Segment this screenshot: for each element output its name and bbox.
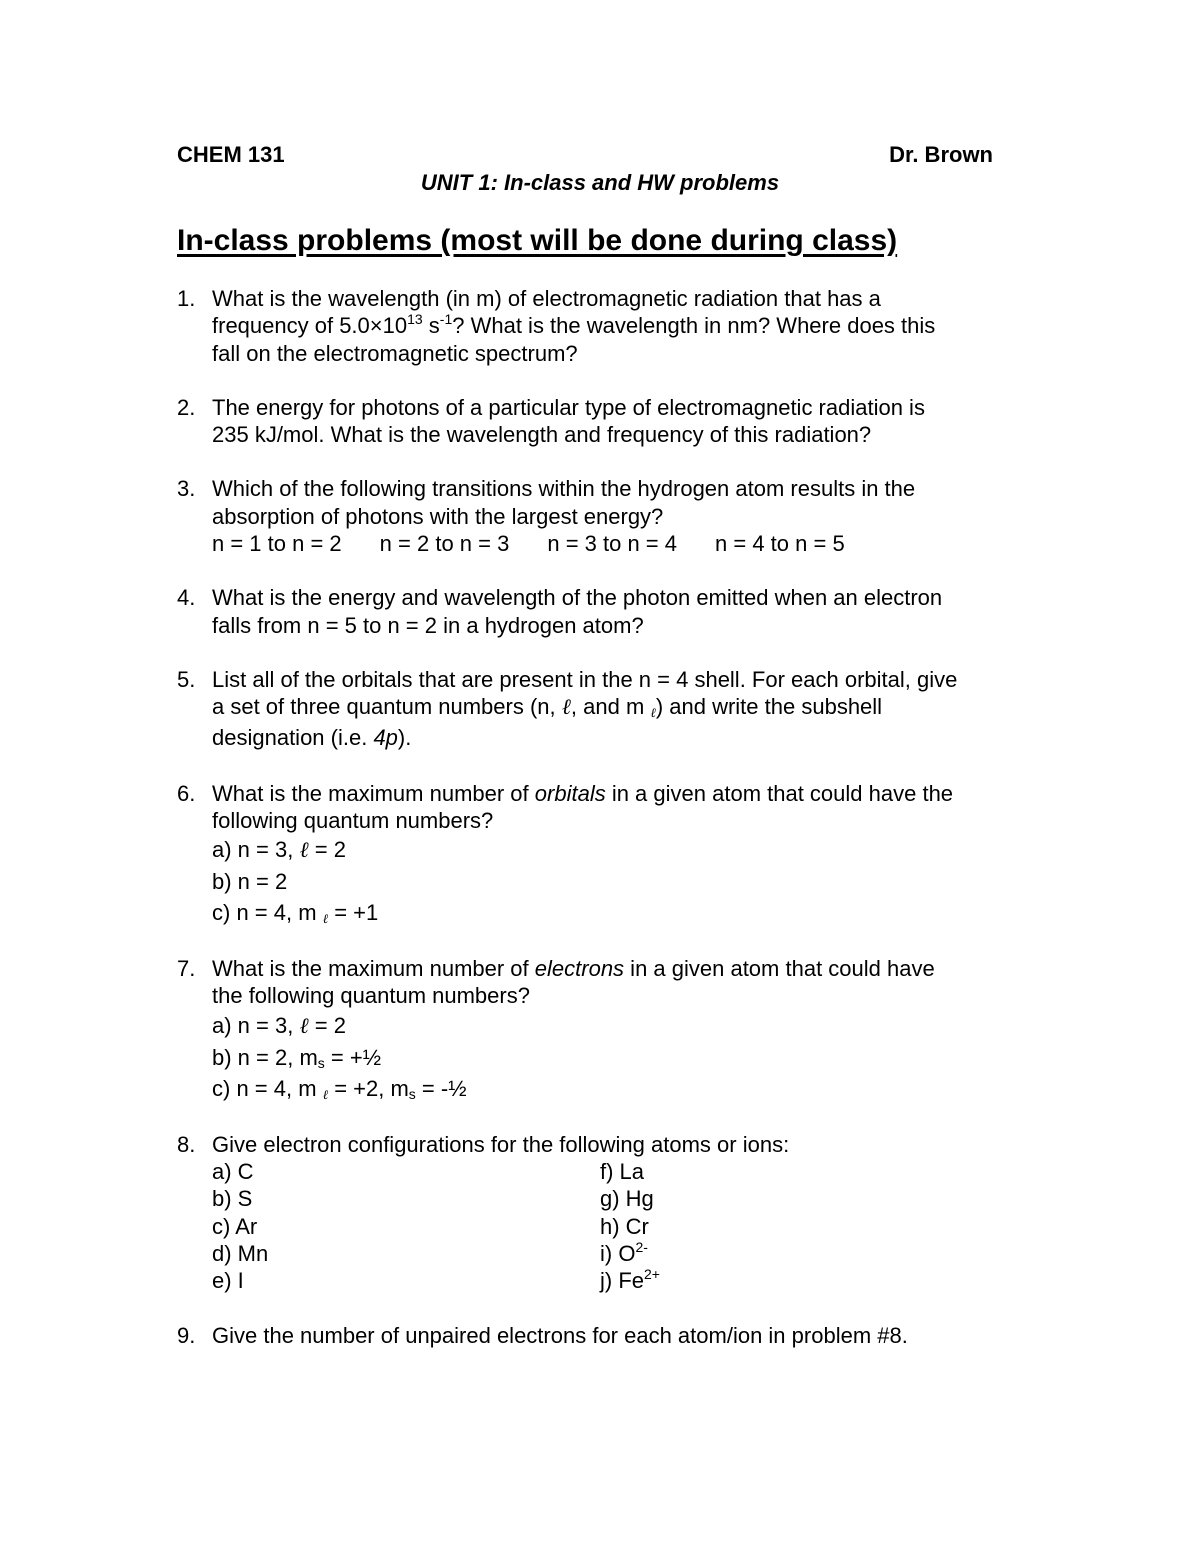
text-segment: = +1 (328, 900, 379, 926)
sub-question-c (212, 1073, 1037, 1104)
text-segment: ). (397, 724, 412, 750)
problem-text-line: fall on the electromagnetic spectrum? (212, 340, 578, 366)
text-segment: s (422, 313, 440, 339)
text-segment: j) Fe (600, 1268, 644, 1294)
exponent: 13 (407, 311, 423, 328)
species-item: f) La (600, 1159, 645, 1185)
text-segment: = -½ (415, 1075, 467, 1101)
problem-text-line: The energy for photons of a particular type of electromagnetic radiation is (212, 394, 925, 420)
italic-text: orbitals (534, 780, 606, 806)
ell-symbol: ℓ (299, 838, 309, 864)
text-segment: frequency of 5.0×10 (212, 313, 408, 339)
problem-text-line: What is the wavelength (in m) of electromagnetic radiation that has a (212, 286, 881, 311)
species-item: d) Mn (212, 1240, 269, 1266)
document-subtitle: UNIT 1: In-class and HW problems (420, 170, 780, 195)
sub-question-a (212, 834, 1037, 866)
problem-text-line: following quantum numbers? (212, 807, 494, 833)
choice-item: n = 2 to n = 3 (379, 531, 510, 557)
ell-symbol: ℓ (561, 695, 571, 721)
transition-choices (212, 530, 1037, 557)
spin-subscript: s (408, 1085, 416, 1102)
text-segment: b) n = 2, m (212, 1044, 318, 1070)
text-segment: = +2, m (328, 1075, 409, 1101)
choice-item: n = 3 to n = 4 (547, 531, 678, 557)
sub-question-a (212, 1010, 1037, 1042)
italic-text: electrons (534, 956, 625, 982)
italic-text: 4p (373, 724, 398, 750)
ell-subscript: ℓ (322, 1087, 329, 1103)
text-segment: a) n = 3, (212, 837, 300, 863)
problem-number: 9. (177, 1322, 196, 1348)
species-item: b) S (212, 1186, 253, 1212)
species-item: c) Ar (212, 1213, 258, 1239)
text-segment: What is the maximum number of (212, 956, 535, 982)
problem-7 (177, 955, 1037, 1104)
ell-subscript: ℓ (322, 912, 329, 928)
species-item: e) I (212, 1268, 244, 1294)
problem-3 (177, 475, 1037, 557)
problem-6 (177, 780, 1037, 929)
problem-9 (177, 1322, 1037, 1349)
problem-text-line: Give electron configurations for the following atoms or ions: (212, 1131, 790, 1157)
text-segment: i) O (600, 1240, 636, 1266)
text-segment: designation (i.e. (212, 724, 374, 750)
problem-list (177, 285, 1037, 1376)
text-segment: a set of three quantum numbers (n, (212, 694, 562, 720)
problem-number: 6. (177, 780, 196, 806)
section-heading: In-class problems (most will be done during class) (177, 224, 898, 257)
problem-1 (177, 285, 1037, 367)
problem-text-line: absorption of photons with the largest energy? (212, 503, 664, 529)
species-item (600, 1240, 800, 1267)
text-segment: c) n = 4, m (212, 1075, 323, 1101)
sub-question-b (212, 1042, 1037, 1073)
problem-2 (177, 394, 1037, 449)
problem-text-line: Give the number of unpaired electrons for each atom/ion in problem #8. (212, 1322, 908, 1348)
text-segment: ? What is the wavelength in nm? Where does this (452, 313, 936, 339)
text-segment: , and m (570, 694, 651, 720)
problem-text-line: List all of the orbitals that are present in the n = 4 shell. For each orbital, give (212, 666, 958, 692)
species-item: g) Hg (600, 1186, 654, 1212)
problem-text-line: the following quantum numbers? (212, 983, 530, 1009)
text-segment: What is the maximum number of (212, 780, 535, 806)
instructor-name: Dr. Brown (889, 142, 993, 167)
spin-subscript: s (317, 1054, 325, 1071)
choice-item: n = 4 to n = 5 (715, 531, 845, 557)
course-code: CHEM 131 (177, 142, 285, 167)
problem-text-line (212, 955, 1037, 982)
problem-text-line (212, 780, 1037, 807)
text-segment: in a given atom that could have (624, 956, 935, 982)
text-segment: in a given atom that could have the (605, 780, 954, 806)
problem-number: 8. (177, 1131, 196, 1157)
text-segment: ) and write the subshell (655, 694, 883, 720)
sub-question-b: b) n = 2 (212, 869, 288, 895)
problem-text-line: Which of the following transitions within the hydrogen atom results in the (212, 476, 916, 502)
ell-symbol: ℓ (299, 1013, 309, 1039)
problem-text-line: 235 kJ/mol. What is the wavelength and frequency of this radiation? (212, 422, 872, 448)
problem-number: 1. (177, 286, 196, 311)
problem-number: 3. (177, 476, 196, 502)
problem-text-line: What is the energy and wavelength of the photon emitted when an electron (212, 585, 943, 611)
text-segment: c) n = 4, m (212, 900, 323, 926)
sub-question-c (212, 897, 1037, 928)
choice-item: n = 1 to n = 2 (212, 531, 342, 557)
text-segment: a) n = 3, (212, 1012, 300, 1038)
problem-4 (177, 584, 1037, 639)
species-item: a) C (212, 1159, 254, 1185)
problem-number: 4. (177, 585, 196, 611)
exponent: -1 (439, 311, 453, 328)
species-grid (212, 1158, 1037, 1294)
ell-subscript: ℓ (650, 706, 656, 722)
charge-superscript: 2- (635, 1238, 648, 1255)
problem-5 (177, 666, 1037, 753)
problem-8 (177, 1131, 1037, 1295)
problem-number: 5. (177, 666, 196, 692)
problem-text-line (212, 722, 1037, 753)
species-item (600, 1267, 800, 1294)
species-item: h) Cr (600, 1213, 649, 1239)
text-segment: = 2 (308, 1012, 346, 1038)
text-segment: = +½ (324, 1044, 382, 1070)
text-segment: = 2 (308, 837, 346, 863)
problem-text-line: falls from n = 5 to n = 2 in a hydrogen atom? (212, 612, 644, 638)
problem-text-line (212, 693, 1037, 721)
problem-text-line (212, 312, 1037, 339)
charge-superscript: 2+ (644, 1266, 660, 1283)
problem-number: 7. (177, 956, 196, 982)
problem-number: 2. (177, 394, 196, 420)
